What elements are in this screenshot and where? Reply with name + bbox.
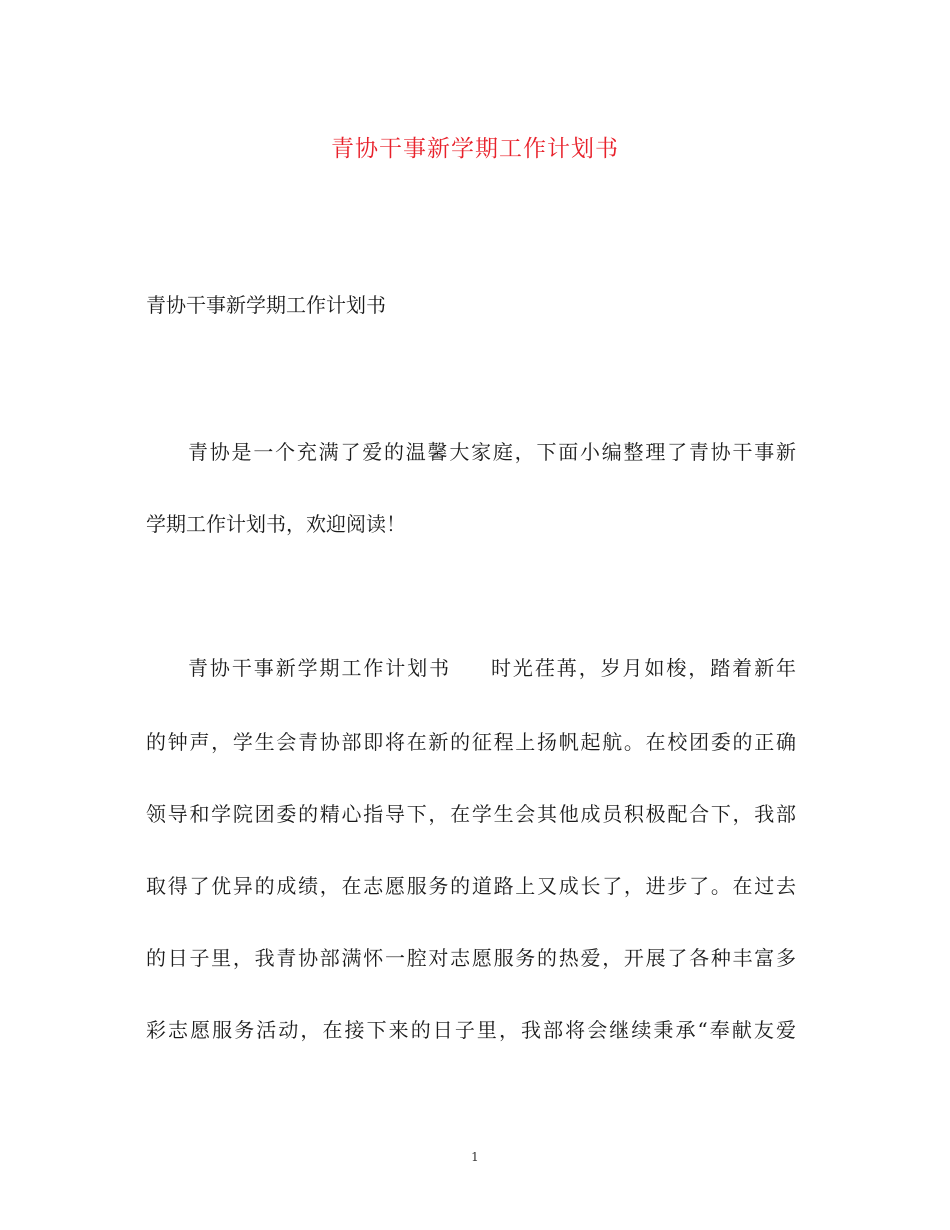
body-line: 彩志愿服务活动，在接下来的日子里，我部将会继续秉承“奉献友爱	[146, 1018, 796, 1042]
body-lead-line	[188, 656, 796, 680]
body-line: 取得了优异的成绩，在志愿服务的道路上又成长了，进步了。在过去	[146, 874, 796, 898]
intro-line-1: 青协是一个充满了爱的温馨大家庭，下面小编整理了青协干事新	[188, 440, 796, 464]
document-title: 青协干事新学期工作计划书	[331, 136, 619, 162]
body-lead-title: 青协干事新学期工作计划书	[188, 656, 452, 680]
section-heading: 青协干事新学期工作计划书	[146, 293, 386, 317]
page-number: 1	[471, 1150, 479, 1164]
body-line: 的日子里，我青协部满怀一腔对志愿服务的热爱，开展了各种丰富多	[146, 946, 796, 970]
body-line: 领导和学院团委的精心指导下，在学生会其他成员积极配合下，我部	[146, 802, 796, 826]
body-line: 的钟声，学生会青协部即将在新的征程上扬帆起航。在校团委的正确	[146, 730, 796, 754]
body-lead-text: 时光荏苒，岁月如梭，踏着新年	[489, 656, 797, 680]
intro-line-2: 学期工作计划书，欢迎阅读！	[146, 512, 406, 536]
